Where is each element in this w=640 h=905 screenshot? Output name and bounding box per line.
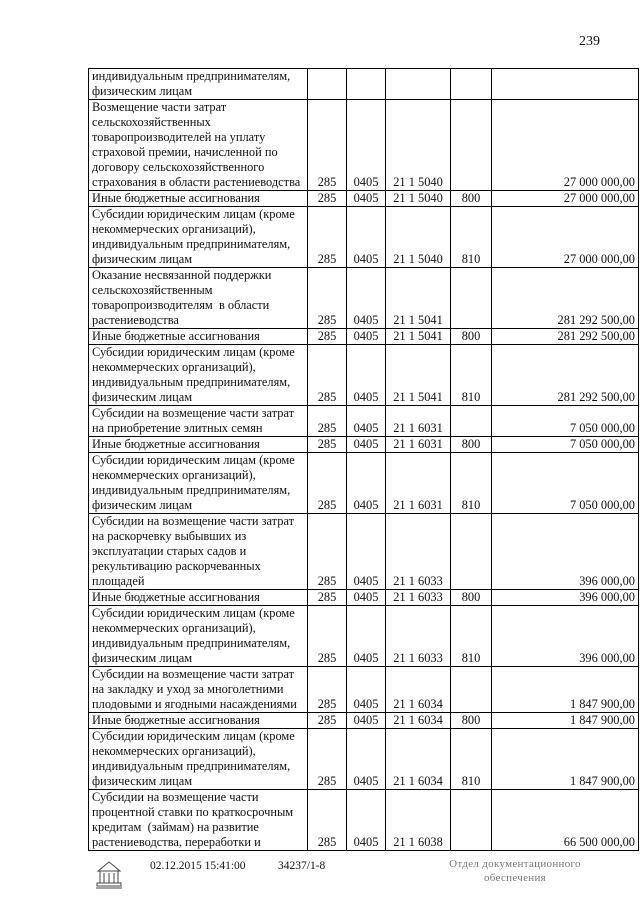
cell-name [89,329,308,345]
cell-section-code: 0405 [347,100,386,191]
table-row [89,729,639,790]
cell-ved-code: 285 [308,713,347,729]
cell-name-line: плодовыми и ягодными насаждениями [92,697,297,711]
cell-name [89,729,308,790]
cell-name-line: индивидуальным предпринимателям, [92,759,291,773]
department-stamp-line1: Отдел документационного [449,858,581,870]
cell-name [89,514,308,590]
cell-section-code: 0405 [347,329,386,345]
cell-amount: 281 292 500,00 [492,329,639,345]
cell-amount: 7 050 000,00 [492,437,639,453]
cell-section-code: 0405 [347,514,386,590]
cell-ved-code: 285 [308,100,347,191]
cell-name-line: Субсидии на возмещение части [92,790,259,804]
cell-ved-code: 285 [308,268,347,329]
cell-target-article: 21 1 6034 [386,667,451,713]
table-row [89,406,639,437]
cell-section-code: 0405 [347,345,386,406]
cell-name-line: растениеводства, переработки и [92,835,261,849]
cell-name-line: индивидуальным предпринимателям, [92,69,291,83]
cell-ved-code: 285 [308,191,347,207]
cell-expense-type [451,69,492,100]
cell-section-code: 0405 [347,590,386,606]
cell-expense-type [451,406,492,437]
cell-amount: 396 000,00 [492,606,639,667]
cell-expense-type [451,667,492,713]
cell-expense-type [451,790,492,851]
table-row [89,268,639,329]
cell-expense-type: 800 [451,590,492,606]
department-stamp [440,857,590,885]
cell-section-code: 0405 [347,606,386,667]
cell-name-line: страхования в области растениеводства [92,175,301,189]
cell-ved-code [308,69,347,100]
cell-target-article: 21 1 5041 [386,268,451,329]
cell-target-article: 21 1 6034 [386,713,451,729]
table-row [89,453,639,514]
cell-name [89,606,308,667]
cell-expense-type: 810 [451,729,492,790]
cell-name-line: на приобретение элитных семян [92,421,263,435]
cell-target-article: 21 1 6033 [386,590,451,606]
table-row [89,437,639,453]
cell-target-article: 21 1 6031 [386,437,451,453]
cell-section-code: 0405 [347,713,386,729]
cell-name-line: кредитам (займам) на развитие [92,820,259,834]
cell-ved-code: 285 [308,207,347,268]
cell-section-code: 0405 [347,191,386,207]
cell-name-line: Возмещение части затрат [92,100,227,114]
cell-name-line: Иные бюджетные ассигнования [92,329,260,343]
cell-name-line: договору сельскохозяйственного [92,160,265,174]
cell-ved-code: 285 [308,790,347,851]
budget-table-body [89,69,639,851]
cell-name [89,713,308,729]
cell-ved-code: 285 [308,345,347,406]
cell-name-line: площадей [92,574,145,588]
footer-datetime: 02.12.2015 15:41:00 [150,860,246,872]
cell-name [89,453,308,514]
cell-amount: 1 847 900,00 [492,729,639,790]
cell-name-line: некоммерческих организаций), [92,744,256,758]
cell-section-code: 0405 [347,667,386,713]
cell-name [89,191,308,207]
cell-name-line: некоммерческих организаций), [92,222,256,236]
cell-name-line: Субсидии юридическим лицам (кроме [92,345,295,359]
cell-name-line: товаропроизводителям в области [92,298,270,312]
cell-name-line: Субсидии юридическим лицам (кроме [92,453,295,467]
cell-name-line: товаропроизводителей на уплату [92,130,266,144]
cell-name-line: сельскохозяйственным [92,283,213,297]
cell-section-code: 0405 [347,729,386,790]
cell-target-article [386,69,451,100]
cell-name-line: Субсидии юридическим лицам (кроме [92,729,295,743]
cell-expense-type: 800 [451,191,492,207]
cell-amount: 27 000 000,00 [492,191,639,207]
cell-expense-type [451,268,492,329]
cell-name-line: на закладку и уход за многолетними [92,682,284,696]
cell-name [89,437,308,453]
table-row [89,790,639,851]
cell-ved-code: 285 [308,437,347,453]
budget-table [88,68,639,851]
cell-target-article: 21 1 5040 [386,100,451,191]
cell-name-line: на раскорчевку выбывших из [92,529,247,543]
cell-name [89,406,308,437]
cell-name-line: физическим лицам [92,252,193,266]
cell-target-article: 21 1 6034 [386,729,451,790]
table-row [89,100,639,191]
cell-name [89,69,308,100]
cell-name-line: Иные бюджетные ассигнования [92,713,260,727]
cell-name-line: сельскохозяйственных [92,115,211,129]
cell-amount: 281 292 500,00 [492,345,639,406]
cell-ved-code: 285 [308,329,347,345]
cell-target-article: 21 1 6033 [386,606,451,667]
cell-section-code [347,69,386,100]
cell-expense-type: 800 [451,329,492,345]
cell-name-line: индивидуальным предпринимателям, [92,483,291,497]
department-stamp-line2: обеспечения [483,872,547,884]
cell-ved-code: 285 [308,606,347,667]
cell-amount: 7 050 000,00 [492,406,639,437]
cell-amount [492,69,639,100]
cell-name-line: Субсидии юридическим лицам (кроме [92,606,295,620]
cell-expense-type: 810 [451,207,492,268]
cell-amount: 396 000,00 [492,590,639,606]
cell-name-line: Субсидии на возмещение части затрат [92,514,295,528]
cell-expense-type: 800 [451,713,492,729]
cell-section-code: 0405 [347,406,386,437]
cell-name-line: некоммерческих организаций), [92,360,256,374]
cell-name [89,667,308,713]
cell-target-article: 21 1 6033 [386,514,451,590]
cell-section-code: 0405 [347,268,386,329]
cell-ved-code: 285 [308,729,347,790]
cell-amount: 27 000 000,00 [492,207,639,268]
cell-name-line: некоммерческих организаций), [92,468,256,482]
table-row [89,514,639,590]
cell-name-line: Субсидии на возмещение части затрат [92,667,295,681]
cell-section-code: 0405 [347,790,386,851]
cell-expense-type: 810 [451,606,492,667]
cell-name [89,790,308,851]
cell-target-article: 21 1 6038 [386,790,451,851]
cell-name-line: физическим лицам [92,84,193,98]
cell-target-article: 21 1 5040 [386,207,451,268]
table-row [89,207,639,268]
cell-amount: 1 847 900,00 [492,713,639,729]
cell-name-line: рекультивацию раскорчеванных [92,559,261,573]
cell-target-article: 21 1 5041 [386,329,451,345]
cell-amount: 66 500 000,00 [492,790,639,851]
cell-amount: 396 000,00 [492,514,639,590]
cell-name-line: физическим лицам [92,498,193,512]
table-row [89,590,639,606]
cell-name-line: страховой премии, начисленной по [92,145,278,159]
cell-name [89,345,308,406]
cell-ved-code: 285 [308,590,347,606]
cell-amount: 281 292 500,00 [492,268,639,329]
cell-target-article: 21 1 5041 [386,345,451,406]
cell-name-line: Субсидии юридическим лицам (кроме [92,207,295,221]
cell-section-code: 0405 [347,207,386,268]
cell-name-line: физическим лицам [92,651,193,665]
cell-name-line: индивидуальным предпринимателям, [92,237,291,251]
cell-amount: 27 000 000,00 [492,100,639,191]
cell-name-line: Субсидии на возмещение части затрат [92,406,295,420]
page-footer [0,857,640,897]
cell-section-code: 0405 [347,437,386,453]
cell-section-code: 0405 [347,453,386,514]
table-row [89,329,639,345]
table-row [89,667,639,713]
cell-expense-type: 810 [451,345,492,406]
cell-name-line: физическим лицам [92,390,193,404]
cell-amount: 7 050 000,00 [492,453,639,514]
table-row [89,345,639,406]
cell-expense-type [451,514,492,590]
cell-name [89,100,308,191]
cell-expense-type: 810 [451,453,492,514]
cell-name-line: индивидуальным предпринимателям, [92,375,291,389]
table-row [89,191,639,207]
table-row [89,69,639,100]
cell-name [89,268,308,329]
cell-name-line: некоммерческих организаций), [92,621,256,635]
cell-name-line: эксплуатации старых садов и [92,544,247,558]
cell-ved-code: 285 [308,667,347,713]
cell-target-article: 21 1 6031 [386,453,451,514]
cell-target-article: 21 1 5040 [386,191,451,207]
cell-name [89,590,308,606]
cell-name-line: Оказание несвязанной поддержки [92,268,272,282]
cell-name-line: индивидуальным предпринимателям, [92,636,291,650]
cell-amount: 1 847 900,00 [492,667,639,713]
cell-name-line: физическим лицам [92,774,193,788]
cell-name [89,207,308,268]
cell-name-line: растениеводства [92,313,179,327]
cell-ved-code: 285 [308,453,347,514]
cell-target-article: 21 1 6031 [386,406,451,437]
cell-ved-code: 285 [308,406,347,437]
cell-ved-code: 285 [308,514,347,590]
cell-name-line: Иные бюджетные ассигнования [92,437,260,451]
table-row [89,713,639,729]
table-row [89,606,639,667]
cell-name-line: процентной ставки по краткосрочным [92,805,294,819]
page-number: 239 [579,34,600,49]
cell-expense-type [451,100,492,191]
cell-name-line: Иные бюджетные ассигнования [92,590,260,604]
building-stamp-icon [92,857,126,891]
cell-name-line: Иные бюджетные ассигнования [92,191,260,205]
cell-expense-type: 800 [451,437,492,453]
footer-doc-number: 34237/1-8 [278,860,326,872]
